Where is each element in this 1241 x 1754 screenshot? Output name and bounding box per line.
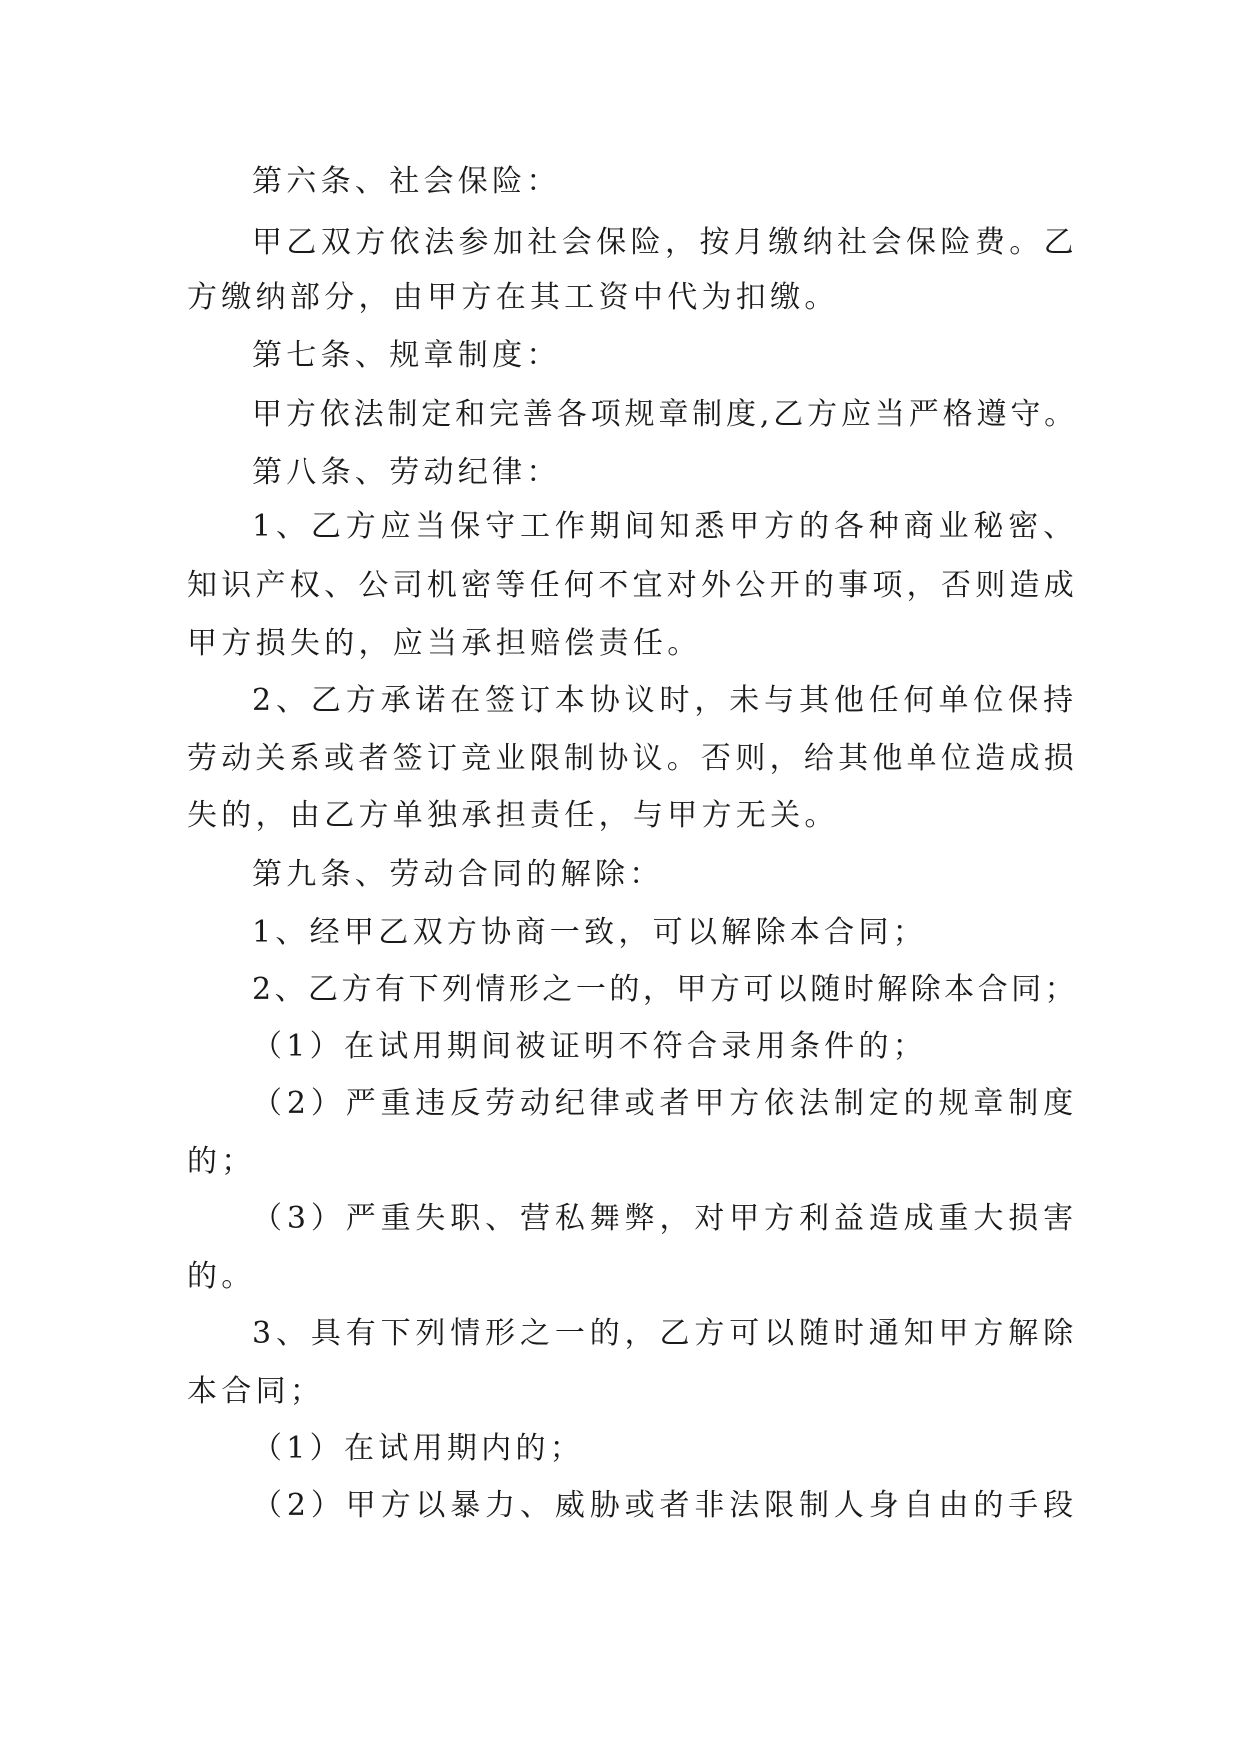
section-9-heading: 第九条、劳动合同的解除： [252, 857, 664, 892]
section-9-item-2-sub-3-line-1: （3）严重失职、营私舞弊，对甲方利益造成重大损害 [252, 1201, 1078, 1236]
section-7-paragraph: 甲方依法制定和完善各项规章制度,乙方应当严格遵守。 [252, 397, 1079, 432]
section-8-item-2-line-3: 失的，由乙方单独承担责任，与甲方无关。 [187, 798, 839, 833]
section-9-item-1: 1、经甲乙双方协商一致，可以解除本合同； [252, 915, 928, 950]
section-9-item-2-sub-1: （1）在试用期间被证明不符合录用条件的； [252, 1029, 928, 1064]
section-9-item-2-sub-3-line-2: 的。 [187, 1259, 256, 1294]
section-8-heading: 第八条、劳动纪律： [252, 455, 561, 490]
section-8-item-1-line-3: 甲方损失的，应当承担赔偿责任。 [187, 626, 702, 661]
section-6-paragraph-line-1: 甲乙双方依法参加社会保险，按月缴纳社会保险费。乙 [252, 225, 1079, 260]
section-9-item-2-sub-2-line-2: 的； [187, 1144, 256, 1179]
section-8-item-1-line-1: 1、乙方应当保守工作期间知悉甲方的各种商业秘密、 [252, 509, 1078, 544]
section-7-heading: 第七条、规章制度： [252, 338, 561, 373]
section-8-item-2-line-1: 2、乙方承诺在签订本协议时，未与其他任何单位保持 [252, 683, 1078, 718]
section-8-item-1-line-2: 知识产权、公司机密等任何不宜对外公开的事项，否则造成 [187, 568, 1079, 603]
section-9-item-3-line-1: 3、具有下列情形之一的，乙方可以随时通知甲方解除 [252, 1316, 1078, 1351]
section-8-item-2-line-2: 劳动关系或者签订竞业限制协议。否则，给其他单位造成损 [187, 741, 1079, 776]
section-9-item-3-line-2: 本合同； [187, 1374, 325, 1409]
section-9-item-2-sub-2-line-1: （2）严重违反劳动纪律或者甲方依法制定的规章制度 [252, 1086, 1078, 1121]
section-9-item-3-sub-2: （2）甲方以暴力、威胁或者非法限制人身自由的手段 [252, 1488, 1078, 1523]
section-9-item-3-sub-1: （1）在试用期内的； [252, 1431, 585, 1466]
section-6-heading: 第六条、社会保险： [252, 164, 561, 199]
section-6-paragraph-line-2: 方缴纳部分，由甲方在其工资中代为扣缴。 [187, 280, 839, 315]
section-9-item-2: 2、乙方有下列情形之一的，甲方可以随时解除本合同； [252, 972, 1079, 1007]
